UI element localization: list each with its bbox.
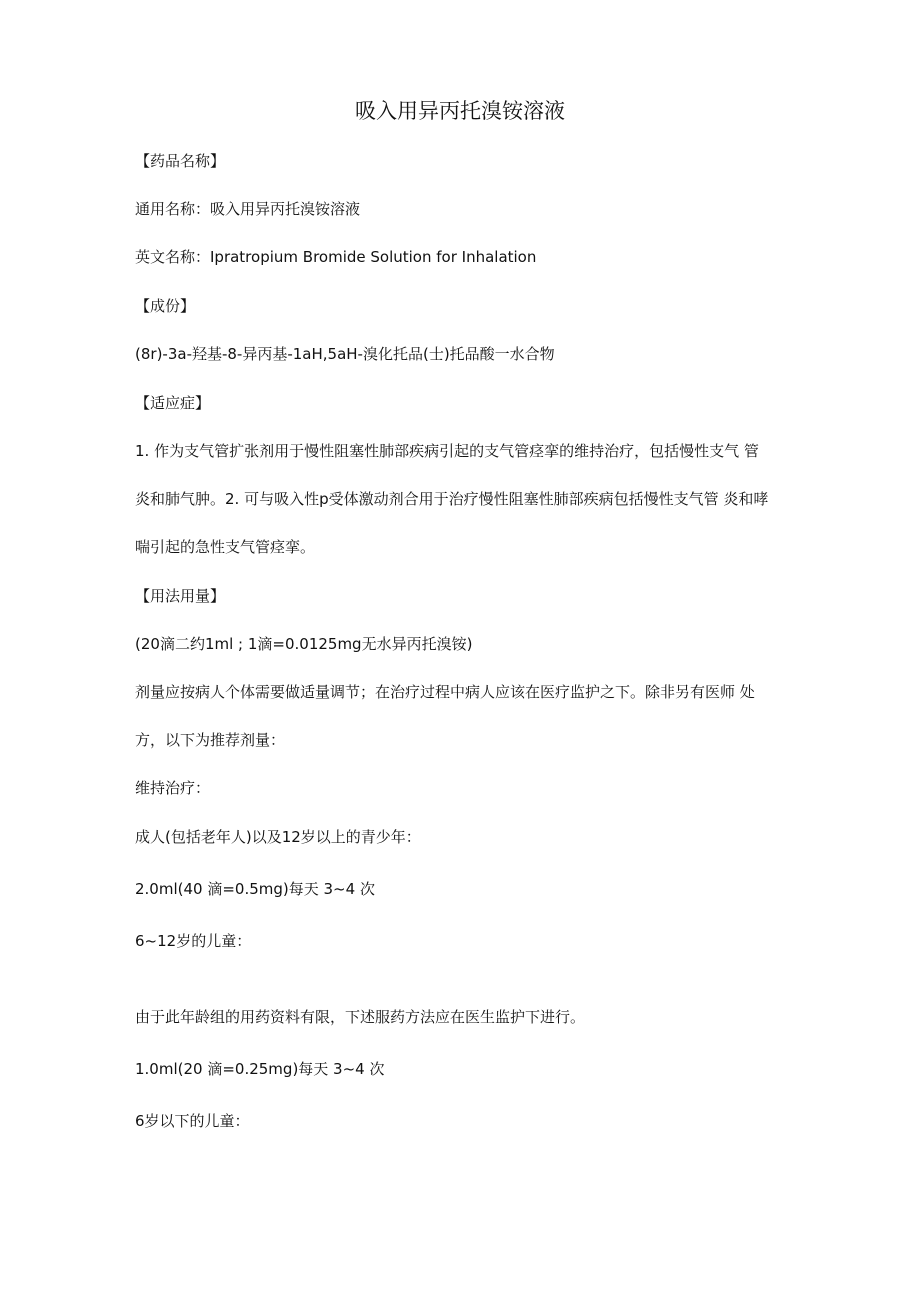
dosage-text-line: 剂量应按病人个体需要做适量调节；在治疗过程中病人应该在医疗监护之下。除非另有医师 处	[135, 683, 755, 701]
english-name: 英文名称：Ipratropium Bromide Solution for Inhalation	[135, 248, 537, 266]
section-heading-ingredients: 【成份】	[135, 297, 196, 315]
maintenance-heading: 维持治疗：	[135, 779, 211, 797]
section-heading-dosage: 【用法用量】	[135, 587, 226, 605]
section-heading-drug-name: 【药品名称】	[135, 152, 226, 170]
ingredients-text: (8r)-3a-羟基-8-异丙基-1aH,5aH-溴化托品(士)托品酸一水合物	[135, 345, 555, 363]
children-6-12-dose: 1.0ml(20 滴=0.25mg)每天 3~4 次	[135, 1060, 385, 1078]
children-6-12-heading: 6~12岁的儿童：	[135, 932, 252, 950]
dosage-note: (20滴二约1ml ; 1滴=0.0125mg无水异丙托溴铵)	[135, 635, 473, 653]
section-heading-indications: 【适应症】	[135, 394, 211, 412]
adult-group-heading: 成人(包括老年人)以及12岁以上的青少年：	[135, 828, 421, 846]
children-under-6-heading: 6岁以下的儿童：	[135, 1112, 250, 1130]
dosage-text-line: 方，以下为推荐剂量：	[135, 731, 286, 749]
document-title: 吸入用异丙托溴铵溶液	[355, 99, 565, 123]
indications-line: 炎和肺气肿。2. 可与吸入性p受体激动剂合用于治疗慢性阻塞性肺部疾病包括慢性支气管 炎和哮	[135, 490, 769, 508]
indications-line: 1. 作为支气管扩张剂用于慢性阻塞性肺部疾病引起的支气管痉挛的维持治疗，包括慢性支气 管	[135, 442, 759, 460]
generic-name: 通用名称：吸入用异丙托溴铵溶液	[135, 200, 361, 218]
children-6-12-note: 由于此年龄组的用药资料有限，下述服药方法应在医生监护下进行。	[135, 1008, 586, 1026]
adult-dose: 2.0ml(40 滴=0.5mg)每天 3~4 次	[135, 880, 375, 898]
indications-line: 喘引起的急性支气管痉挛。	[135, 538, 316, 556]
